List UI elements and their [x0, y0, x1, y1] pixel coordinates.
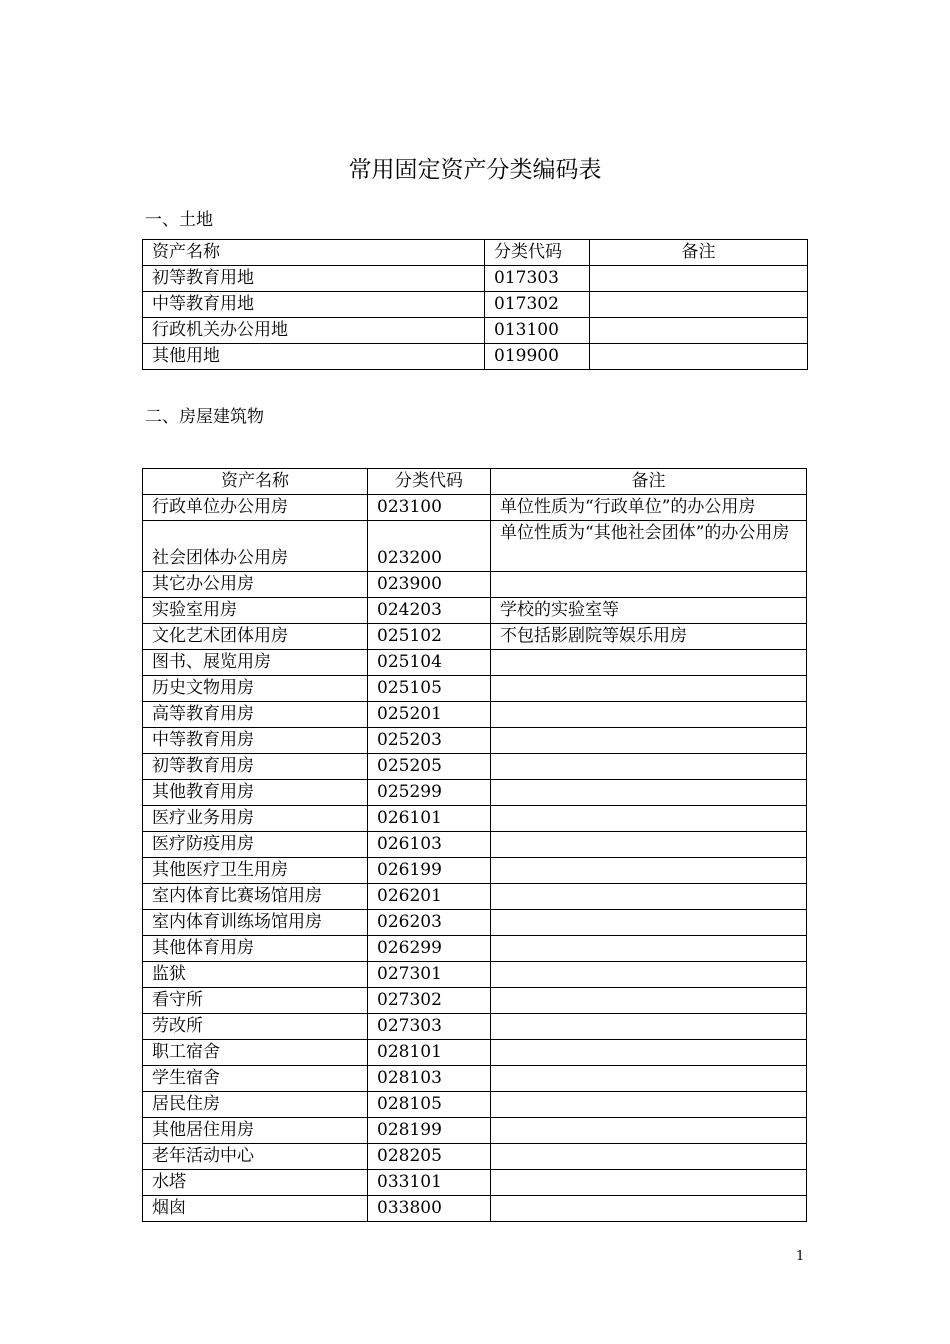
cell-asset-name: 其他用地 [143, 344, 485, 370]
cell-remarks [491, 572, 807, 598]
cell-remarks [590, 318, 808, 344]
cell-category-code: 025299 [368, 780, 491, 806]
cell-asset-name: 其他教育用房 [143, 780, 368, 806]
cell-remarks [491, 1040, 807, 1066]
cell-category-code: 017303 [485, 266, 590, 292]
cell-asset-name: 学生宿舍 [143, 1066, 368, 1092]
cell-remarks: 不包括影剧院等娱乐用房 [491, 624, 807, 650]
cell-category-code: 028103 [368, 1066, 491, 1092]
cell-asset-name: 中等教育用地 [143, 292, 485, 318]
table-row [143, 318, 808, 344]
cell-remarks [491, 676, 807, 702]
buildings-table [142, 468, 807, 1222]
table-row [143, 702, 807, 728]
table-row [143, 754, 807, 780]
cell-category-code: 028101 [368, 1040, 491, 1066]
table-row [143, 884, 807, 910]
cell-asset-name: 实验室用房 [143, 598, 368, 624]
column-header-asset-name: 资产名称 [143, 240, 485, 266]
cell-category-code: 013100 [485, 318, 590, 344]
cell-asset-name: 社会团体办公用房 [143, 521, 368, 572]
table-row [143, 344, 808, 370]
cell-category-code: 017302 [485, 292, 590, 318]
table-row [143, 1196, 807, 1222]
cell-asset-name: 烟囱 [143, 1196, 368, 1222]
cell-category-code: 025105 [368, 676, 491, 702]
cell-category-code: 025102 [368, 624, 491, 650]
table-row [143, 1144, 807, 1170]
table-row [143, 962, 807, 988]
cell-remarks [491, 1092, 807, 1118]
cell-category-code: 023100 [368, 495, 491, 521]
cell-category-code: 027301 [368, 962, 491, 988]
buildings-table-body [143, 495, 807, 1222]
cell-category-code: 028199 [368, 1118, 491, 1144]
table-row [143, 832, 807, 858]
cell-asset-name: 其他居住用房 [143, 1118, 368, 1144]
cell-asset-name: 职工宿舍 [143, 1040, 368, 1066]
cell-asset-name: 行政机关办公用地 [143, 318, 485, 344]
cell-asset-name: 历史文物用房 [143, 676, 368, 702]
table-row [143, 780, 807, 806]
table-row [143, 266, 808, 292]
land-table-body [143, 266, 808, 370]
cell-asset-name: 室内体育比赛场馆用房 [143, 884, 368, 910]
table-row [143, 806, 807, 832]
cell-remarks [491, 702, 807, 728]
cell-category-code: 025203 [368, 728, 491, 754]
cell-category-code: 026203 [368, 910, 491, 936]
cell-asset-name: 其他体育用房 [143, 936, 368, 962]
cell-remarks [491, 988, 807, 1014]
cell-asset-name: 高等教育用房 [143, 702, 368, 728]
page-title: 常用固定资产分类编码表 [348, 157, 602, 183]
cell-asset-name: 图书、展览用房 [143, 650, 368, 676]
cell-category-code: 026201 [368, 884, 491, 910]
cell-asset-name: 中等教育用房 [143, 728, 368, 754]
cell-asset-name: 医疗防疫用房 [143, 832, 368, 858]
cell-remarks [491, 806, 807, 832]
cell-category-code: 024203 [368, 598, 491, 624]
cell-category-code: 026103 [368, 832, 491, 858]
column-header-category-code: 分类代码 [485, 240, 590, 266]
cell-remarks [491, 1196, 807, 1222]
table-row [143, 676, 807, 702]
cell-category-code: 025205 [368, 754, 491, 780]
section-heading-buildings: 二、房屋建筑物 [145, 407, 264, 427]
cell-category-code: 028205 [368, 1144, 491, 1170]
cell-remarks [491, 1144, 807, 1170]
cell-category-code: 027302 [368, 988, 491, 1014]
cell-remarks [491, 858, 807, 884]
cell-category-code: 026199 [368, 858, 491, 884]
cell-remarks [491, 728, 807, 754]
cell-remarks [491, 754, 807, 780]
cell-remarks [491, 910, 807, 936]
cell-category-code: 025201 [368, 702, 491, 728]
cell-category-code: 019900 [485, 344, 590, 370]
cell-asset-name: 劳改所 [143, 1014, 368, 1040]
table-row [143, 1118, 807, 1144]
cell-category-code: 023200 [368, 521, 491, 572]
table-row [143, 624, 807, 650]
table-row [143, 292, 808, 318]
cell-asset-name: 初等教育用地 [143, 266, 485, 292]
table-row [143, 650, 807, 676]
cell-remarks [491, 1118, 807, 1144]
cell-remarks: 单位性质为“行政单位”的办公用房 [491, 495, 807, 521]
table-row [143, 1092, 807, 1118]
cell-remarks [491, 650, 807, 676]
cell-asset-name: 老年活动中心 [143, 1144, 368, 1170]
cell-remarks [590, 266, 808, 292]
cell-remarks [491, 1014, 807, 1040]
table-row [143, 858, 807, 884]
cell-remarks: 学校的实验室等 [491, 598, 807, 624]
cell-category-code: 033800 [368, 1196, 491, 1222]
table-row [143, 988, 807, 1014]
cell-category-code: 026101 [368, 806, 491, 832]
cell-asset-name: 室内体育训练场馆用房 [143, 910, 368, 936]
cell-asset-name: 其他医疗卫生用房 [143, 858, 368, 884]
cell-asset-name: 行政单位办公用房 [143, 495, 368, 521]
cell-remarks [491, 780, 807, 806]
table-row [143, 910, 807, 936]
column-header-category-code: 分类代码 [368, 469, 491, 495]
cell-remarks [491, 884, 807, 910]
table-row [143, 1014, 807, 1040]
cell-remarks [590, 292, 808, 318]
cell-category-code: 028105 [368, 1092, 491, 1118]
page-number: 1 [796, 1249, 805, 1264]
cell-remarks [590, 344, 808, 370]
cell-remarks [491, 832, 807, 858]
cell-remarks [491, 1170, 807, 1196]
cell-asset-name: 居民住房 [143, 1092, 368, 1118]
cell-remarks [491, 962, 807, 988]
table-header-row [143, 469, 807, 495]
cell-asset-name: 文化艺术团体用房 [143, 624, 368, 650]
table-row [143, 1170, 807, 1196]
table-header-row [143, 240, 808, 266]
cell-asset-name: 看守所 [143, 988, 368, 1014]
cell-remarks [491, 1066, 807, 1092]
section-heading-land: 一、土地 [145, 210, 213, 230]
cell-category-code: 023900 [368, 572, 491, 598]
table-row [143, 728, 807, 754]
cell-category-code: 027303 [368, 1014, 491, 1040]
cell-asset-name: 其它办公用房 [143, 572, 368, 598]
table-row [143, 598, 807, 624]
cell-category-code: 026299 [368, 936, 491, 962]
cell-remarks: 单位性质为“其他社会团体”的办公用房 [491, 521, 807, 572]
table-row [143, 521, 807, 572]
cell-category-code: 025104 [368, 650, 491, 676]
table-row [143, 936, 807, 962]
table-row [143, 572, 807, 598]
land-table [142, 239, 808, 370]
column-header-remarks: 备注 [491, 469, 807, 495]
column-header-remarks: 备注 [590, 240, 808, 266]
table-row [143, 1040, 807, 1066]
cell-asset-name: 监狱 [143, 962, 368, 988]
table-row [143, 1066, 807, 1092]
cell-asset-name: 水塔 [143, 1170, 368, 1196]
cell-category-code: 033101 [368, 1170, 491, 1196]
cell-asset-name: 初等教育用房 [143, 754, 368, 780]
cell-asset-name: 医疗业务用房 [143, 806, 368, 832]
cell-remarks [491, 936, 807, 962]
column-header-asset-name: 资产名称 [143, 469, 368, 495]
table-row [143, 495, 807, 521]
